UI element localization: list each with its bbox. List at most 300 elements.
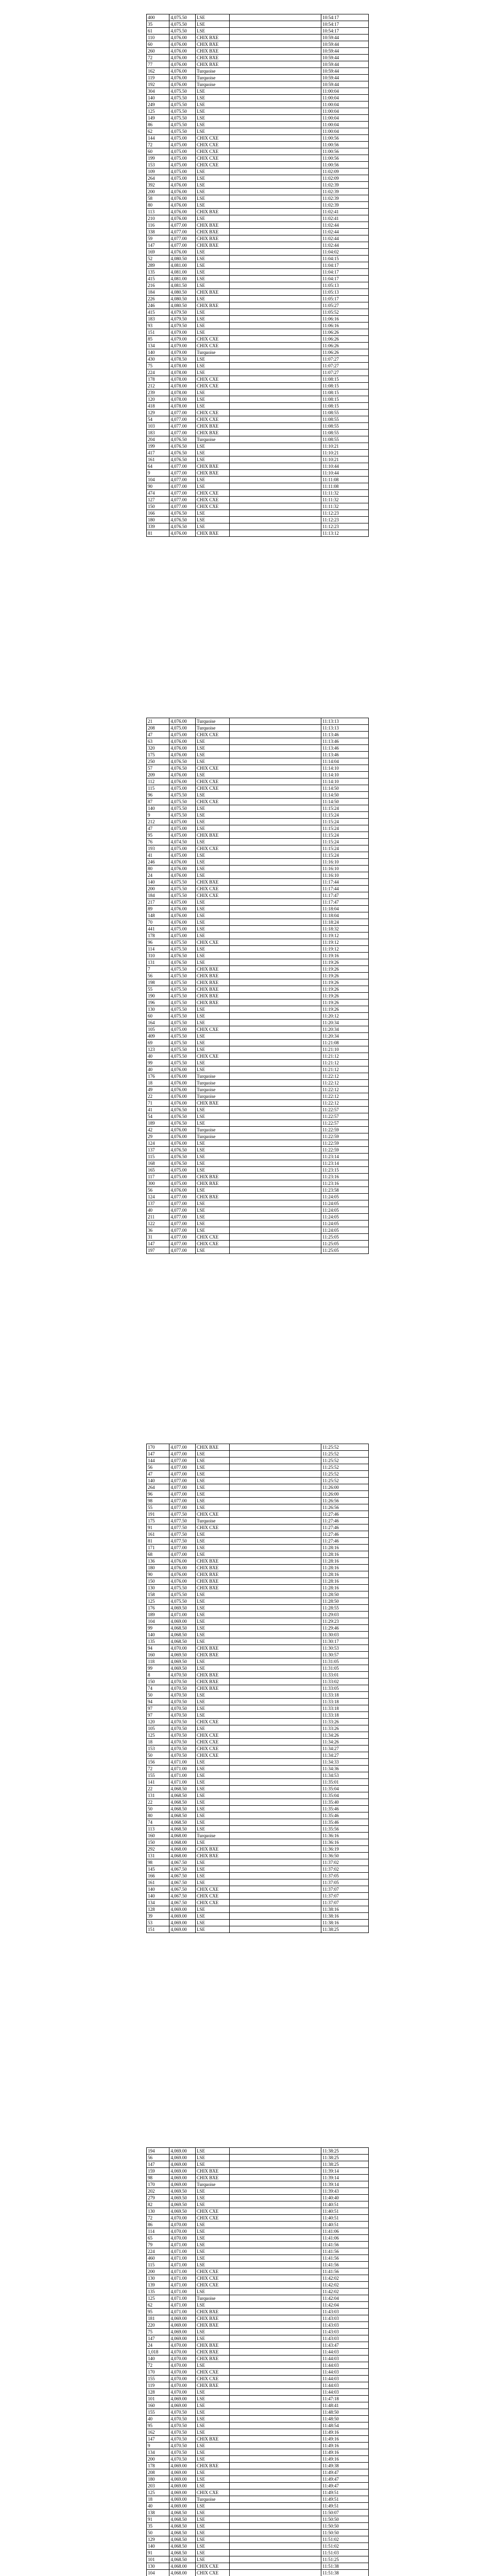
price-cell: 4,079.50 (169, 323, 196, 329)
price-cell: 4,077.00 (169, 1464, 196, 1471)
time-cell: 11:00:04 (321, 88, 369, 95)
blank-cell (229, 1819, 321, 1826)
blank-cell (229, 2496, 321, 2503)
volume-cell: 200 (147, 2456, 169, 2463)
time-cell: 11:13:13 (321, 718, 369, 725)
table-row (147, 1920, 369, 1926)
price-cell: 4,069.00 (169, 2476, 196, 2483)
price-cell: 4,068.00 (169, 1833, 196, 1839)
table-row (147, 886, 369, 892)
volume-cell: 35 (147, 2523, 169, 2530)
volume-cell: 226 (147, 296, 169, 302)
time-cell: 11:04:17 (321, 262, 369, 269)
price-cell: 4,070.50 (169, 2416, 196, 2422)
table-row (147, 2208, 369, 2215)
venue-cell: LSE (196, 1913, 230, 1920)
venue-cell: CHIX BXE (196, 530, 230, 537)
blank-cell (229, 209, 321, 215)
blank-cell (229, 302, 321, 309)
time-cell: 11:49:16 (321, 2436, 369, 2443)
price-cell: 4,070.50 (169, 1725, 196, 1732)
time-cell: 11:02:44 (321, 229, 369, 235)
volume-cell: 115 (147, 785, 169, 792)
time-cell: 11:18:24 (321, 919, 369, 926)
blank-cell (229, 477, 321, 483)
table-row (147, 2443, 369, 2449)
blank-cell (229, 55, 321, 61)
price-cell: 4,069.00 (169, 2181, 196, 2188)
table-row (147, 1214, 369, 1221)
volume-cell: 140 (147, 1478, 169, 1484)
price-cell: 4,075.00 (169, 142, 196, 148)
volume-cell: 161 (147, 1531, 169, 1538)
price-cell: 4,069.00 (169, 2489, 196, 2496)
blank-cell (229, 758, 321, 765)
volume-cell: 79 (147, 2242, 169, 2248)
venue-cell: CHIX CXE (196, 2376, 230, 2382)
venue-cell: CHIX CXE (196, 2369, 230, 2376)
table-row (147, 1451, 369, 1458)
volume-cell: 246 (147, 302, 169, 309)
venue-cell: LSE (196, 812, 230, 819)
venue-cell: CHIX CXE (196, 1732, 230, 1739)
blank-cell (229, 2309, 321, 2315)
time-cell: 10:54:17 (321, 28, 369, 35)
table-row (147, 1147, 369, 1154)
table-row (147, 1113, 369, 1120)
time-cell: 11:22:12 (321, 1093, 369, 1100)
blank-cell (229, 296, 321, 302)
venue-cell: LSE (196, 1167, 230, 1174)
time-cell: 11:06:16 (321, 323, 369, 329)
venue-cell: CHIX BXE (196, 2168, 230, 2175)
time-cell: 11:26:56 (321, 1498, 369, 1504)
price-cell: 4,075.50 (169, 986, 196, 993)
volume-cell: 125 (147, 2295, 169, 2302)
venue-cell: CHIX BXE (196, 1180, 230, 1187)
price-cell: 4,078.00 (169, 369, 196, 376)
price-cell: 4,069.00 (169, 2315, 196, 2322)
price-cell: 4,076.00 (169, 182, 196, 189)
blank-cell (229, 1699, 321, 1705)
venue-cell: CHIX CXE (196, 416, 230, 423)
time-cell: 11:00:04 (321, 101, 369, 108)
table-row (147, 456, 369, 463)
blank-cell (229, 1013, 321, 1020)
venue-cell: LSE (196, 752, 230, 758)
price-cell: 4,077.00 (169, 1498, 196, 1504)
price-cell: 4,077.50 (169, 1524, 196, 1531)
volume-cell: 119 (147, 75, 169, 81)
venue-cell: CHIX BXE (196, 1578, 230, 1585)
time-cell: 10:59:44 (321, 81, 369, 88)
price-cell: 4,075.50 (169, 1006, 196, 1013)
volume-cell: 135 (147, 269, 169, 276)
price-cell: 4,075.00 (169, 1026, 196, 1033)
price-cell: 4,070.50 (169, 1712, 196, 1719)
table-row (147, 1571, 369, 1578)
venue-cell: CHIX CXE (196, 1511, 230, 1518)
venue-cell: LSE (196, 1786, 230, 1792)
table-row (147, 1859, 369, 1866)
price-cell: 4,070.00 (169, 2235, 196, 2242)
blank-cell (229, 389, 321, 396)
price-cell: 4,077.00 (169, 1458, 196, 1464)
price-cell: 4,076.00 (169, 249, 196, 256)
venue-cell: CHIX CXE (196, 1053, 230, 1060)
price-cell: 4,076.50 (169, 1107, 196, 1113)
time-cell: 11:22:12 (321, 1073, 369, 1080)
blank-cell (229, 343, 321, 349)
blank-cell (229, 1799, 321, 1806)
venue-cell: CHIX BXE (196, 1685, 230, 1692)
blank-cell (229, 1046, 321, 1053)
table-row (147, 1194, 369, 1200)
volume-cell: 31 (147, 1234, 169, 1241)
venue-cell: Turquoise (196, 68, 230, 75)
venue-cell: CHIX BXE (196, 1565, 230, 1571)
volume-cell: 300 (147, 1180, 169, 1187)
blank-cell (229, 95, 321, 101)
price-cell: 4,076.00 (169, 1100, 196, 1107)
blank-cell (229, 1498, 321, 1504)
price-cell: 4,070.50 (169, 1685, 196, 1692)
volume-cell: 47 (147, 825, 169, 832)
time-cell: 11:49:16 (321, 2443, 369, 2449)
blank-cell (229, 323, 321, 329)
venue-cell: LSE (196, 2329, 230, 2335)
price-cell: 4,075.00 (169, 1174, 196, 1180)
venue-cell: CHIX CXE (196, 2268, 230, 2275)
time-cell: 11:49:51 (321, 2489, 369, 2496)
volume-cell: 99 (147, 1625, 169, 1632)
price-cell: 4,068.50 (169, 1826, 196, 1833)
volume-cell: 118 (147, 1658, 169, 1665)
volume-cell: 170 (147, 2369, 169, 2376)
volume-cell: 246 (147, 859, 169, 866)
blank-cell (229, 1585, 321, 1591)
venue-cell: LSE (196, 1531, 230, 1538)
blank-cell (229, 825, 321, 832)
table-row (147, 450, 369, 456)
time-cell: 11:34:53 (321, 1772, 369, 1779)
venue-cell: LSE (196, 738, 230, 745)
time-cell: 11:35:04 (321, 1786, 369, 1792)
table-row (147, 2563, 369, 2570)
time-cell: 11:31:05 (321, 1665, 369, 1672)
time-cell: 11:44:03 (321, 2389, 369, 2396)
venue-cell: LSE (196, 1538, 230, 1545)
venue-cell: LSE (196, 2389, 230, 2396)
price-cell: 4,075.00 (169, 725, 196, 732)
blank-cell (229, 289, 321, 296)
table-row (147, 1926, 369, 1933)
price-cell: 4,077.00 (169, 1471, 196, 1478)
blank-cell (229, 1471, 321, 1478)
price-cell: 4,068.50 (169, 2536, 196, 2543)
venue-cell: CHIX CXE (196, 503, 230, 510)
table-row (147, 336, 369, 343)
blank-cell (229, 2161, 321, 2168)
table-row (147, 1900, 369, 1906)
venue-cell: CHIX BXE (196, 999, 230, 1006)
table-row (147, 1046, 369, 1053)
price-cell: 4,075.50 (169, 1020, 196, 1026)
time-cell: 11:31:05 (321, 1658, 369, 1665)
venue-cell: LSE (196, 1451, 230, 1458)
time-cell: 11:24:05 (321, 1227, 369, 1234)
table-row (147, 1846, 369, 1853)
blank-cell (229, 2268, 321, 2275)
price-cell: 4,070.50 (169, 2422, 196, 2429)
price-cell: 4,071.00 (169, 1772, 196, 1779)
time-cell: 11:02:41 (321, 209, 369, 215)
table-row (147, 1886, 369, 1893)
volume-cell: 144 (147, 1458, 169, 1464)
venue-cell: LSE (196, 2449, 230, 2456)
volume-cell: 193 (147, 845, 169, 852)
time-cell: 11:14:50 (321, 792, 369, 799)
venue-cell: CHIX CXE (196, 1026, 230, 1033)
venue-cell: CHIX BXE (196, 1853, 230, 1859)
blank-cell (229, 2449, 321, 2456)
price-cell: 4,076.00 (169, 1133, 196, 1140)
volume-cell: 292 (147, 1846, 169, 1853)
venue-cell: CHIX CXE (196, 497, 230, 503)
price-cell: 4,075.50 (169, 14, 196, 21)
price-cell: 4,069.00 (169, 1906, 196, 1913)
blank-cell (229, 792, 321, 799)
blank-cell (229, 1180, 321, 1187)
time-cell: 11:11:32 (321, 497, 369, 503)
blank-cell (229, 1558, 321, 1565)
blank-cell (229, 1571, 321, 1578)
table-row (147, 189, 369, 195)
venue-cell: LSE (196, 1478, 230, 1484)
table-row (147, 242, 369, 249)
venue-cell: LSE (196, 2235, 230, 2242)
volume-cell: 176 (147, 1605, 169, 1612)
volume-cell: 239 (147, 389, 169, 396)
table-row (147, 2382, 369, 2389)
time-cell: 11:10:21 (321, 456, 369, 463)
table-row (147, 926, 369, 933)
price-cell: 4,075.50 (169, 128, 196, 135)
venue-cell: LSE (196, 1792, 230, 1799)
price-cell: 4,069.00 (169, 2161, 196, 2168)
venue-cell: LSE (196, 1618, 230, 1625)
table-row (147, 1160, 369, 1167)
table-row (147, 1618, 369, 1625)
price-cell: 4,076.00 (169, 81, 196, 88)
time-cell: 11:10:21 (321, 450, 369, 456)
venue-cell: LSE (196, 356, 230, 363)
blank-cell (229, 369, 321, 376)
time-cell: 11:02:39 (321, 182, 369, 189)
price-cell: 4,070.00 (169, 2355, 196, 2362)
time-cell: 11:22:59 (321, 1133, 369, 1140)
volume-cell: 40 (147, 1053, 169, 1060)
time-cell: 11:07:27 (321, 363, 369, 369)
price-cell: 4,075.50 (169, 799, 196, 805)
time-cell: 11:42:02 (321, 2289, 369, 2295)
price-cell: 4,068.50 (169, 1632, 196, 1638)
table-row (147, 21, 369, 28)
blank-cell (229, 249, 321, 256)
venue-cell: CHIX BXE (196, 1645, 230, 1652)
price-cell: 4,075.00 (169, 1167, 196, 1174)
blank-cell (229, 1565, 321, 1571)
time-cell: 11:02:44 (321, 222, 369, 229)
time-cell: 11:24:05 (321, 1214, 369, 1221)
table-row (147, 497, 369, 503)
volume-cell: 140 (147, 2355, 169, 2362)
time-cell: 11:11:08 (321, 483, 369, 490)
table-row (147, 2483, 369, 2489)
venue-cell: CHIX BXE (196, 463, 230, 470)
blank-cell (229, 2503, 321, 2510)
blank-cell (229, 142, 321, 148)
volume-cell: 155 (147, 2376, 169, 2382)
venue-cell: Turquoise (196, 2295, 230, 2302)
table-row (147, 2201, 369, 2208)
volume-cell: 289 (147, 262, 169, 269)
table-row (147, 2175, 369, 2181)
blank-cell (229, 832, 321, 839)
venue-cell: LSE (196, 1214, 230, 1221)
price-cell: 4,078.00 (169, 376, 196, 383)
price-cell: 4,068.50 (169, 2530, 196, 2536)
price-cell: 4,076.00 (169, 872, 196, 879)
venue-cell: CHIX CXE (196, 892, 230, 899)
table-row (147, 1645, 369, 1652)
venue-cell: LSE (196, 1839, 230, 1846)
price-cell: 4,076.50 (169, 523, 196, 530)
venue-cell: LSE (196, 1113, 230, 1120)
blank-cell (229, 1133, 321, 1140)
time-cell: 11:43:03 (321, 2335, 369, 2342)
volume-cell: 41 (147, 1107, 169, 1113)
table-row (147, 2148, 369, 2155)
venue-cell: LSE (196, 2255, 230, 2262)
price-cell: 4,070.50 (169, 2456, 196, 2463)
table-row (147, 1247, 369, 1254)
blank-cell (229, 2188, 321, 2195)
price-cell: 4,076.50 (169, 1154, 196, 1160)
venue-cell: Turquoise (196, 75, 230, 81)
blank-cell (229, 1491, 321, 1498)
venue-cell: LSE (196, 2248, 230, 2255)
time-cell: 11:48:50 (321, 2416, 369, 2422)
price-cell: 4,075.50 (169, 101, 196, 108)
blank-cell (229, 1645, 321, 1652)
table-row (147, 343, 369, 349)
table-row (147, 256, 369, 262)
venue-cell: CHIX BXE (196, 302, 230, 309)
blank-cell (229, 450, 321, 456)
price-cell: 4,077.00 (169, 229, 196, 235)
price-cell: 4,076.00 (169, 530, 196, 537)
price-cell: 4,071.00 (169, 2289, 196, 2295)
price-cell: 4,075.50 (169, 88, 196, 95)
volume-cell: 151 (147, 1926, 169, 1933)
blank-cell (229, 1866, 321, 1873)
table-row (147, 416, 369, 423)
time-cell: 11:37:05 (321, 1873, 369, 1879)
time-cell: 11:13:46 (321, 732, 369, 738)
volume-cell: 72 (147, 142, 169, 148)
time-cell: 11:44:03 (321, 2355, 369, 2362)
blank-cell (229, 1712, 321, 1719)
volume-cell: 147 (147, 2335, 169, 2342)
venue-cell: LSE (196, 1120, 230, 1127)
volume-cell: 72 (147, 55, 169, 61)
venue-cell: LSE (196, 396, 230, 403)
price-cell: 4,067.50 (169, 1893, 196, 1900)
volume-cell: 120 (147, 1719, 169, 1725)
time-cell: 11:08:15 (321, 383, 369, 389)
table-row (147, 1578, 369, 1585)
table-row (147, 1120, 369, 1127)
table-row (147, 1685, 369, 1692)
volume-cell: 56 (147, 1187, 169, 1194)
table-row (147, 2342, 369, 2349)
venue-cell: LSE (196, 1491, 230, 1498)
table-row (147, 1866, 369, 1873)
blank-cell (229, 2543, 321, 2550)
table-row (147, 75, 369, 81)
venue-cell: LSE (196, 1866, 230, 1873)
blank-cell (229, 1679, 321, 1685)
venue-cell: LSE (196, 1471, 230, 1478)
time-cell: 11:28:16 (321, 1578, 369, 1585)
venue-cell: LSE (196, 14, 230, 21)
price-cell: 4,080.50 (169, 289, 196, 296)
price-cell: 4,075.50 (169, 95, 196, 101)
volume-cell: 198 (147, 979, 169, 986)
price-cell: 4,068.50 (169, 2516, 196, 2523)
venue-cell: LSE (196, 1221, 230, 1227)
price-cell: 4,067.50 (169, 1879, 196, 1886)
price-cell: 4,075.50 (169, 1013, 196, 1020)
venue-cell: CHIX CXE (196, 1893, 230, 1900)
price-cell: 4,076.00 (169, 1140, 196, 1147)
venue-cell: LSE (196, 2469, 230, 2476)
price-cell: 4,077.00 (169, 463, 196, 470)
price-cell: 4,076.50 (169, 953, 196, 959)
table-row (147, 1013, 369, 1020)
volume-cell: 41 (147, 852, 169, 859)
volume-cell: 175 (147, 1518, 169, 1524)
table-row (147, 1518, 369, 1524)
blank-cell (229, 1772, 321, 1779)
blank-cell (229, 1900, 321, 1906)
price-cell: 4,067.50 (169, 1873, 196, 1879)
venue-cell: CHIX CXE (196, 1241, 230, 1247)
table-row (147, 906, 369, 912)
time-cell: 11:23:14 (321, 1160, 369, 1167)
time-cell: 11:00:56 (321, 162, 369, 168)
volume-cell: 110 (147, 35, 169, 41)
table-row (147, 1591, 369, 1598)
table-row (147, 1839, 369, 1846)
price-cell: 4,075.50 (169, 939, 196, 946)
time-cell: 11:38:25 (321, 1926, 369, 1933)
blank-cell (229, 128, 321, 135)
venue-cell: CHIX CXE (196, 1745, 230, 1752)
volume-cell: 76 (147, 839, 169, 845)
time-cell: 11:34:27 (321, 1752, 369, 1759)
